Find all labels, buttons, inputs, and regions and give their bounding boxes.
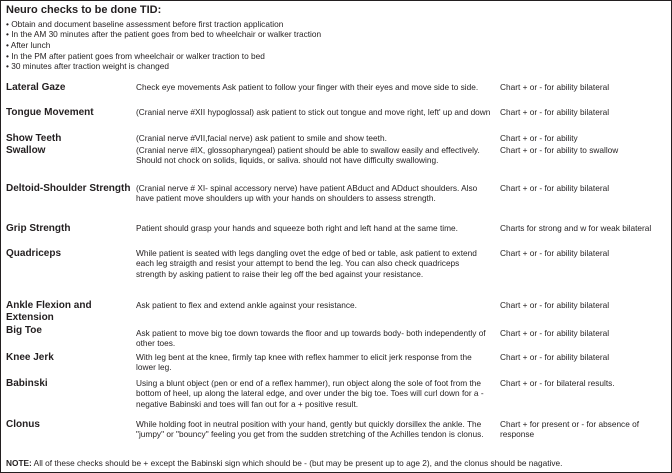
term-quadriceps: Quadriceps: [6, 248, 62, 259]
note-label: NOTE:: [6, 458, 32, 468]
document-title: Neuro checks to be done TID:: [6, 4, 162, 16]
chart-big-toe: Chart + or - for ability bilateral: [500, 328, 610, 338]
bullet-item: • After lunch: [6, 40, 51, 50]
term-knee-jerk: Knee Jerk: [6, 352, 54, 363]
desc-ankle-flexion-extension: Ask patient to flex and extend ankle against your resistance.: [136, 300, 357, 310]
chart-show-teeth: Chart + or - for ability: [500, 133, 578, 143]
term-show-teeth: Show Teeth: [6, 133, 62, 144]
chart-clonus: Chart + for present or - for absence of response: [500, 419, 640, 440]
chart-quadriceps: Chart + or - for ability bilateral: [500, 248, 610, 258]
chart-grip-strength: Charts for strong and w for weak bilateral: [500, 223, 652, 233]
term-grip-strength: Grip Strength: [6, 223, 71, 234]
chart-tongue-movement: Chart + or - for ability bilateral: [500, 107, 610, 117]
desc-show-teeth: (Cranial nerve #VII,facial nerve) ask patient to smile and show teeth.: [136, 133, 387, 143]
term-clonus: Clonus: [6, 419, 40, 430]
desc-tongue-movement: (Cranial nerve #XII hypoglossal) ask patient to stick out tongue and move right, left' up and down: [136, 107, 491, 117]
chart-swallow: Chart + or - for ability to swallow: [500, 145, 619, 155]
bullet-item: • 30 minutes after traction weight is changed: [6, 61, 169, 71]
desc-deltoid-shoulder-strength: (Cranial nerve # XI- spinal accessory nerve) have patient ABduct and ADduct shoulders. Also have patient move shoulders up with your hands on shoulders to assess strength.: [136, 183, 478, 204]
footnote: [6, 458, 562, 468]
term-lateral-gaze: Lateral Gaze: [6, 82, 66, 93]
desc-clonus: While holding foot in neutral position with your hand, gently but quickly dorsillex the ankle. The "jumpy" or "bouncy" feeling you get from the sudden stretching of the Achilles tendon is clonus.: [136, 419, 484, 440]
chart-knee-jerk: Chart + or - for ability bilateral: [500, 352, 610, 362]
chart-lateral-gaze: Chart + or - for ability bilateral: [500, 82, 610, 92]
term-ankle-flexion-extension: Ankle Flexion and Extension: [6, 300, 92, 323]
term-deltoid-shoulder-strength: Deltoid-Shoulder Strength: [6, 183, 131, 194]
chart-babinski: Chart + or - for bilateral results.: [500, 378, 615, 388]
desc-babinski: Using a blunt object (pen or end of a reflex hammer), run object along the sole of foot from the bottom of heel, up along the lateral edge, and over under the big toe. Toes will curl down for a - negative Babinski and toes will fan out for a + positive result.: [136, 378, 484, 409]
desc-lateral-gaze: Check eye movements Ask patient to follow your finger with their eyes and move side to side.: [136, 82, 479, 92]
desc-knee-jerk: With leg bent at the knee, firmly tap knee with reflex hammer to elicit jerk response from the lower leg.: [136, 352, 472, 373]
desc-swallow: (Cranial nerve #IX, glossopharyngeal) patient should be able to swallow easily and effectively. Should not chock on solids, liquids, or saliva. should not have difficulty swallowing.: [136, 145, 480, 166]
term-swallow: Swallow: [6, 145, 46, 156]
chart-ankle-flexion-extension: Chart + or - for ability bilateral: [500, 300, 610, 310]
desc-big-toe: Ask patient to move big toe down towards the floor and up towards body- both independently of other toes.: [136, 328, 486, 349]
desc-quadriceps: While patient is seated with legs dangling ovet the edge of bed or table, ask patient to extend each leg straigth and resist your attempt to bend the leg. You can also check quadriceps strength by asking patient to raise their leg off the bed against your resistance.: [136, 248, 477, 279]
desc-grip-strength: Patient should grasp your hands and squeeze both right and left hand at the same time.: [136, 223, 458, 233]
chart-deltoid-shoulder-strength: Chart + or - for ability bilateral: [500, 183, 610, 193]
note-text: All of these checks should be + except the Babinski sign which should be - (but may be present up to age 2), and the clonus should be nagative.: [31, 458, 563, 468]
bullet-item: • In the AM 30 minutes after the patient goes from bed to wheelchair or walker traction: [6, 29, 322, 39]
term-tongue-movement: Tongue Movement: [6, 107, 94, 118]
bullet-item: • In the PM after patient goes from wheelchair or walker traction to bed: [6, 51, 265, 61]
bullet-item: • Obtain and document baseline assessment before first traction application: [6, 19, 284, 29]
term-big-toe: Big Toe: [6, 325, 42, 336]
term-babinski: Babinski: [6, 378, 48, 389]
